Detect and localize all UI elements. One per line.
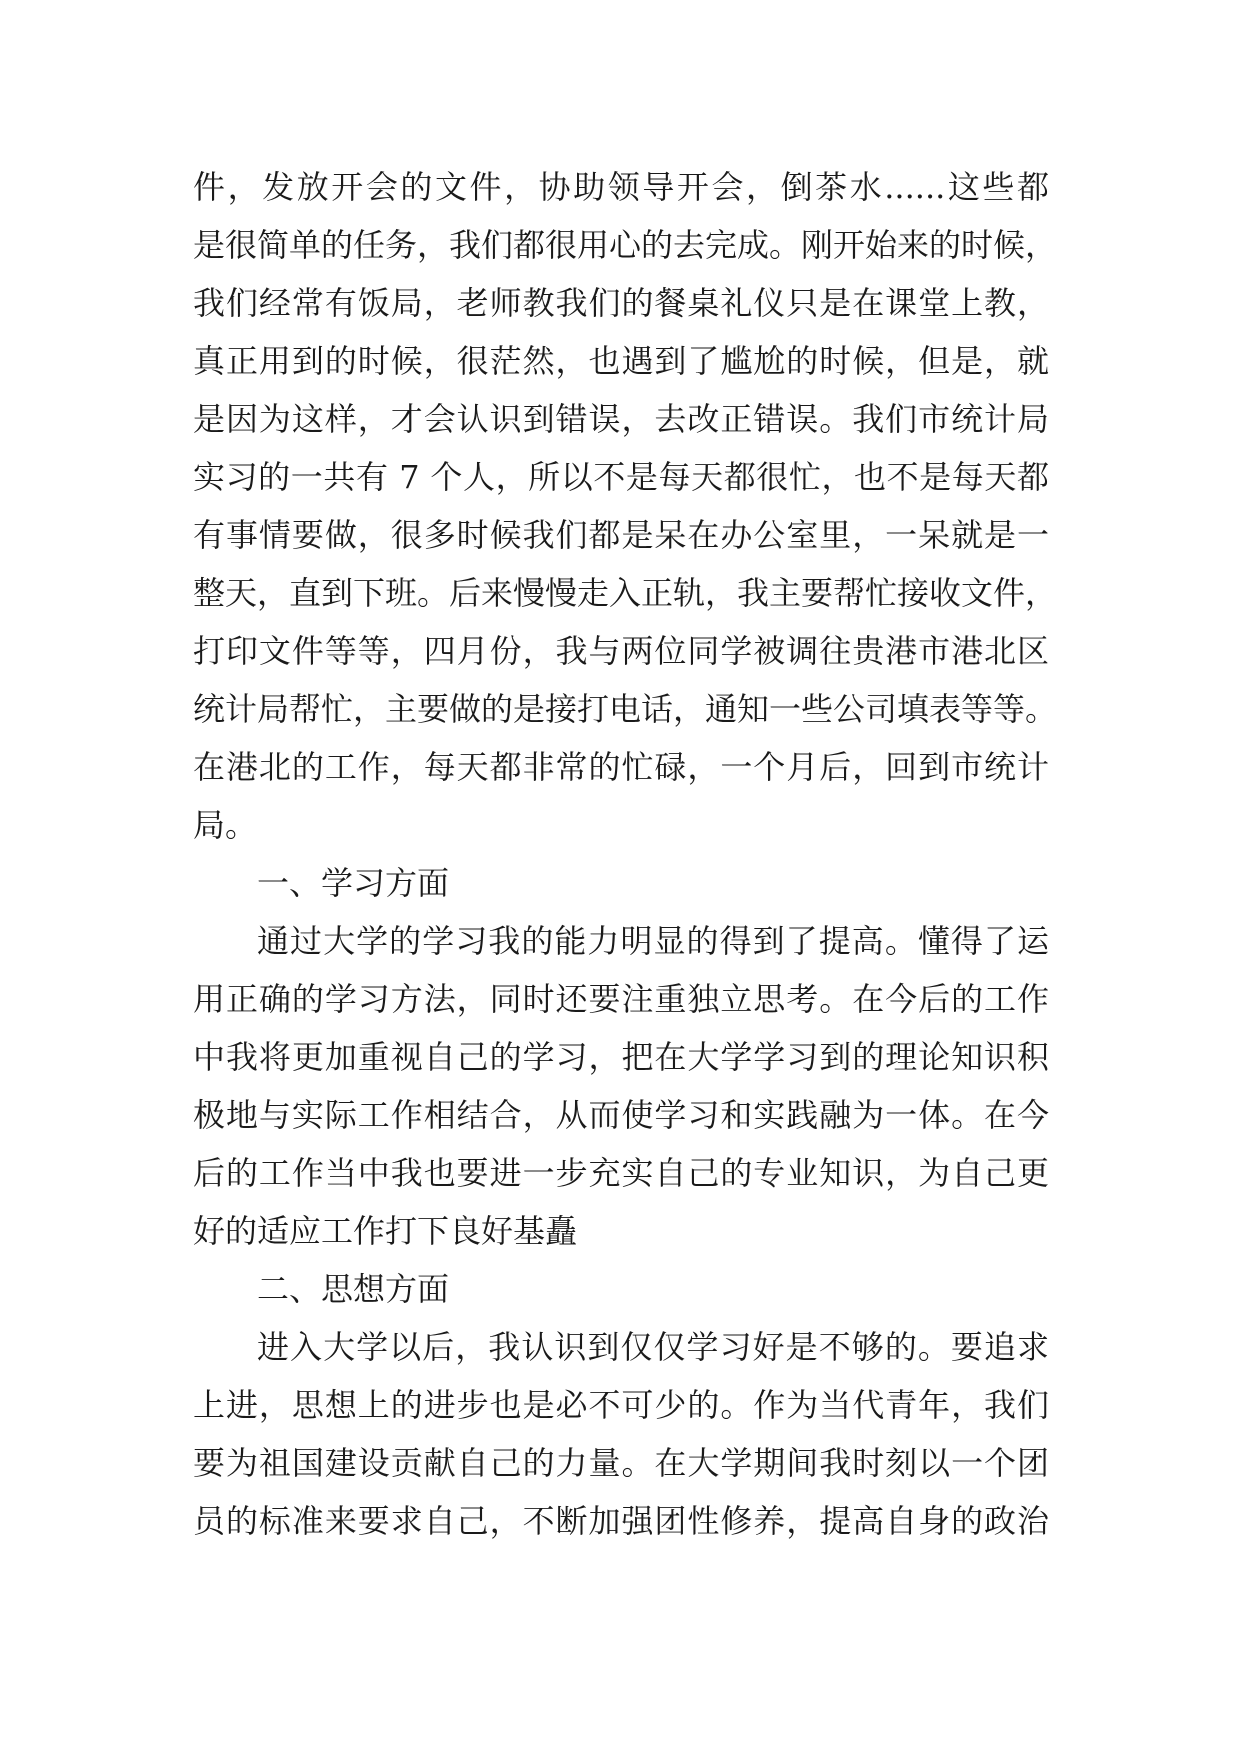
body-line: 是很简单的任务，我们都很用心的去完成。刚开始来的时候，	[193, 226, 1058, 264]
body-line: 整天，直到下班。后来慢慢走入正轨，我主要帮忙接收文件，	[193, 574, 1058, 612]
body-line: 真正用到的时候，很茫然，也遇到了尴尬的时候，但是，就	[193, 342, 1049, 380]
body-line: 要为祖国建设贡献自己的力量。在大学期间我时刻以一个团	[193, 1444, 1049, 1482]
body-line: 实习的一共有 7 个人，所以不是每天都很忙，也不是每天都	[193, 458, 1049, 496]
body-line: 有事情要做，很多时候我们都是呆在办公室里，一呆就是一	[193, 516, 1049, 554]
body-line: 件，发放开会的文件，协助领导开会，倒茶水......这些都	[193, 168, 1049, 206]
body-line: 极地与实际工作相结合，从而使学习和实践融为一体。在今	[193, 1096, 1049, 1134]
body-line: 局。	[193, 806, 258, 844]
body-line: 打印文件等等，四月份，我与两位同学被调往贵港市港北区	[193, 632, 1049, 670]
body-line: 通过大学的学习我的能力明显的得到了提高。懂得了运	[257, 922, 1049, 960]
body-line: 进入大学以后，我认识到仅仅学习好是不够的。要追求	[257, 1328, 1049, 1366]
body-line: 上进，思想上的进步也是必不可少的。作为当代青年，我们	[193, 1386, 1049, 1424]
section-heading-study: 一、学习方面	[257, 864, 450, 902]
body-line: 员的标准来要求自己，不断加强团性修养，提高自身的政治	[193, 1502, 1049, 1540]
body-line: 中我将更加重视自己的学习，把在大学学习到的理论知识积	[193, 1038, 1049, 1076]
body-line: 统计局帮忙，主要做的是接打电话，通知一些公司填表等等。	[193, 690, 1058, 728]
body-line: 后的工作当中我也要进一步充实自己的专业知识，为自己更	[193, 1154, 1049, 1192]
section-heading-thought: 二、思想方面	[257, 1270, 450, 1308]
body-line: 我们经常有饭局，老师教我们的餐桌礼仪只是在课堂上教，	[193, 284, 1049, 322]
body-line: 用正确的学习方法，同时还要注重独立思考。在今后的工作	[193, 980, 1049, 1018]
body-line: 在港北的工作，每天都非常的忙碌，一个月后，回到市统计	[193, 748, 1049, 786]
body-line: 是因为这样，才会认识到错误，去改正错误。我们市统计局	[193, 400, 1049, 438]
body-line: 好的适应工作打下良好基矗	[193, 1212, 578, 1250]
